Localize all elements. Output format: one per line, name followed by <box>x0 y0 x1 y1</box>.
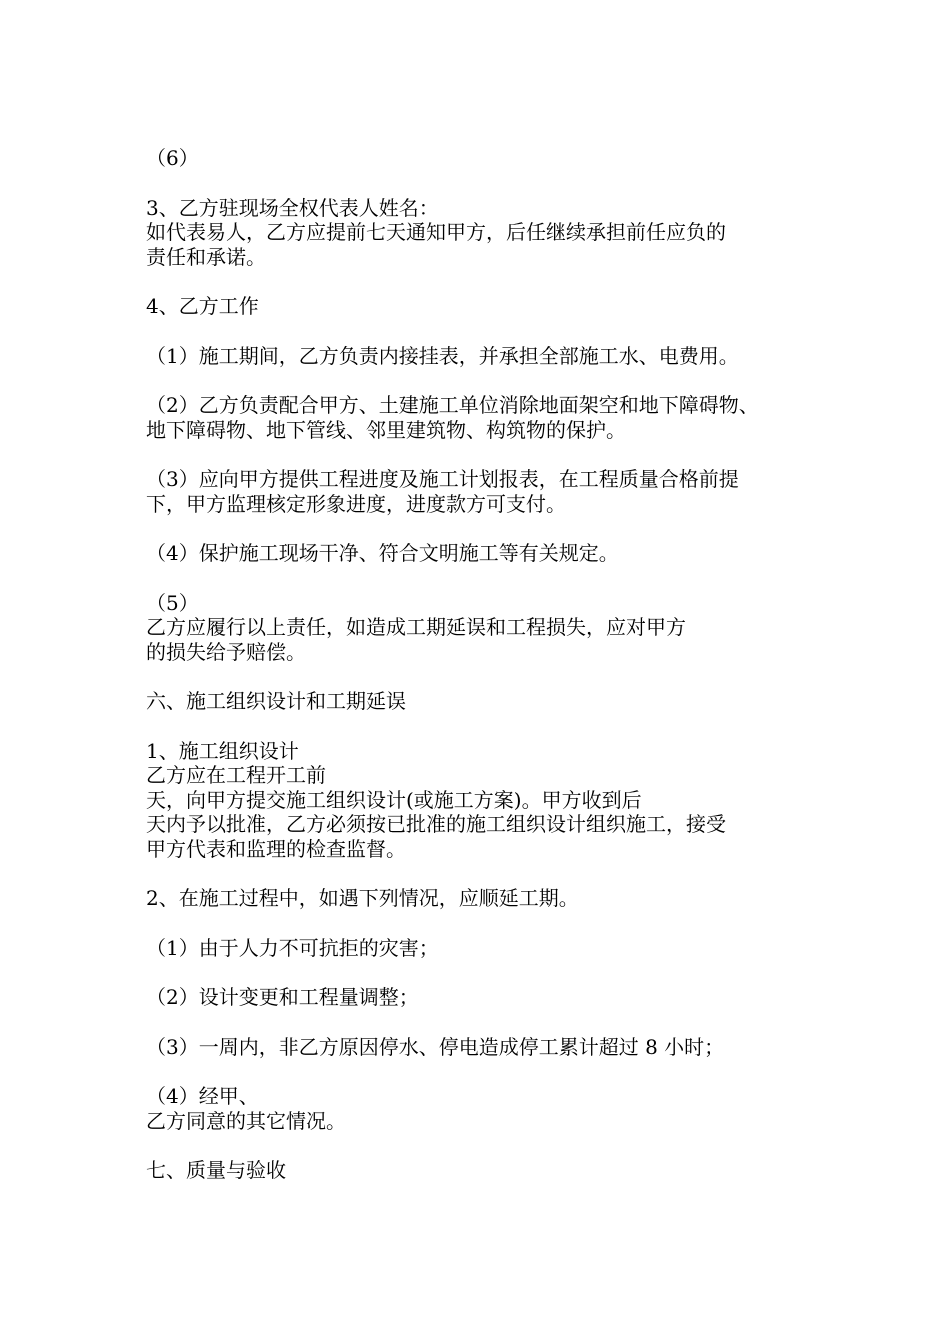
text-line: （2）设计变更和工程量调整； <box>146 985 419 1009</box>
paragraph-work-1 <box>146 344 846 369</box>
text-line: 的损失给予赔偿。 <box>146 639 306 664</box>
text-line: 七、质量与验收 <box>146 1158 286 1182</box>
text-line: （4）保护施工现场干净、符合文明施工等有关规定。 <box>146 541 619 565</box>
paragraph-item-6 <box>146 146 846 171</box>
text-line: 2、在施工过程中，如遇下列情况，应顺延工期。 <box>146 886 579 910</box>
text-line: 地下障碍物、地下管线、邻里建筑物、构筑物的保护。 <box>146 417 626 442</box>
text-line: 乙方应履行以上责任，如造成工期延误和工程损失，应对甲方 <box>146 615 686 639</box>
text-line: 4、乙方工作 <box>146 294 259 318</box>
text-line: 1、施工组织设计 <box>146 738 299 763</box>
text-line: （5） <box>146 590 199 615</box>
paragraph-delay-2 <box>146 985 846 1010</box>
text-line: 六、施工组织设计和工期延误 <box>146 689 406 713</box>
text-line: （6） <box>146 146 199 170</box>
text-line: 3、乙方驻现场全权代表人姓名： <box>146 195 439 220</box>
paragraph-work-2 <box>146 393 846 442</box>
text-line: 天，向甲方提交施工组织设计(或施工方案)。甲方收到后 <box>146 787 642 812</box>
text-line: 下，甲方监理核定形象进度，进度款方可支付。 <box>146 491 566 516</box>
text-line: （1）由于人力不可抗拒的灾害； <box>146 935 439 960</box>
document-body <box>146 146 846 1208</box>
text-line: 甲方代表和监理的检查监督。 <box>146 836 406 861</box>
section-heading-six <box>146 689 846 714</box>
text-line: （3）应向甲方提供工程进度及施工计划报表，在工程质量合格前提 <box>146 467 739 491</box>
section-heading-party-b-work <box>146 294 846 319</box>
text-line: （1）施工期间，乙方负责内接挂表，并承担全部施工水、电费用。 <box>146 343 739 368</box>
text-line: 乙方同意的其它情况。 <box>146 1108 346 1133</box>
paragraph-work-4 <box>146 541 846 566</box>
paragraph-delay-4 <box>146 1084 846 1133</box>
paragraph-work-3 <box>146 467 846 516</box>
text-line: （2）乙方负责配合甲方、土建施工单位消除地面架空和地下障碍物、 <box>146 393 759 417</box>
paragraph-construction-design <box>146 739 846 862</box>
text-line: 乙方应在工程开工前 <box>146 763 326 787</box>
paragraph-work-5 <box>146 591 846 665</box>
section-heading-seven <box>146 1158 846 1183</box>
paragraph-site-representative <box>146 196 846 270</box>
text-line: （4）经甲、 <box>146 1084 259 1108</box>
text-line: （3）一周内，非乙方原因停水、停电造成停工累计超过 8 小时； <box>146 1034 725 1059</box>
paragraph-delay-1 <box>146 936 846 961</box>
paragraph-delay-intro <box>146 886 846 911</box>
text-line: 责任和承诺。 <box>146 244 266 269</box>
text-line: 天内予以批准，乙方必须按已批准的施工组织设计组织施工，接受 <box>146 812 726 836</box>
paragraph-delay-3 <box>146 1035 846 1060</box>
text-line: 如代表易人，乙方应提前七天通知甲方，后任继续承担前任应负的 <box>146 220 726 244</box>
